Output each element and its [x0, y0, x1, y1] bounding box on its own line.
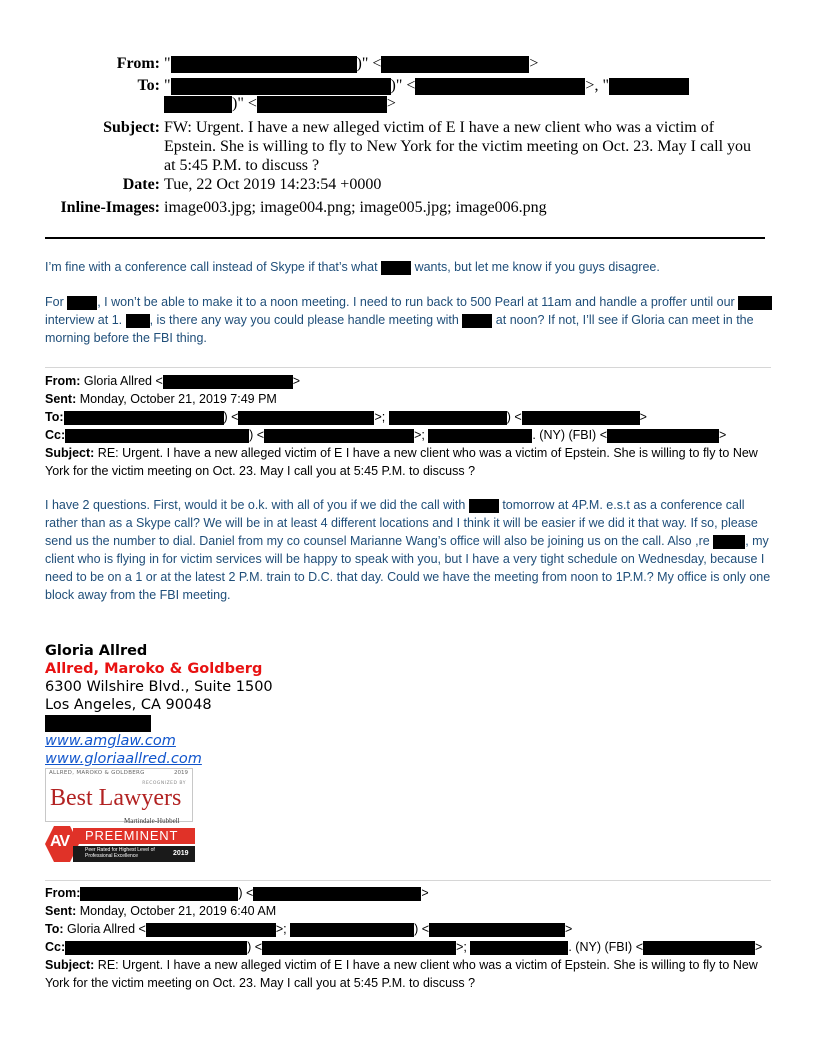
fwd3-to-label: To: — [45, 922, 64, 936]
header-divider — [45, 237, 765, 239]
redaction — [80, 887, 238, 901]
header-inline-images-label: Inline-Images: — [60, 199, 160, 216]
redaction — [126, 314, 150, 328]
redaction — [65, 941, 247, 955]
fwd3-subject-row — [45, 956, 773, 992]
fwd2-body-text: , my client who is flying in for victim services will be happy to speak with you, but I have a very tight schedule on Wednesday, because I need to be on a 1 or at the latest 2 P.M. train to D.C. that day. Could we have the meeting from noon to 1P.M.? My office is only one block away from the FBI meeting. — [45, 534, 771, 602]
reply-text: , is there any way you could please handle meeting with — [149, 313, 459, 327]
badge-firm: ALLRED, MAROKO & GOLDBERG — [49, 770, 145, 776]
reply-text: at noon? If not, I’ll see if Gloria can meet in the morning before the FBI thing. — [45, 313, 754, 345]
fwd3-cc-row: Cc: ) < >; . (NY) (FBI) < > — [45, 940, 763, 954]
martindale-label: Martindale-Hubbell — [124, 817, 180, 825]
redaction — [67, 296, 97, 310]
redaction — [264, 429, 414, 443]
redaction — [428, 429, 532, 443]
header-from-label: From: — [116, 55, 160, 72]
badge-year: 2019 — [174, 770, 188, 776]
fwd2-cc-label: Cc: — [45, 428, 66, 442]
redaction — [607, 429, 719, 443]
fwd2-subject: RE: Urgent. I have a new alleged victim of E I have a new client who was a victim of Epstein. She is willing to fly to New York for the victim meeting on Oct. 23. May I call you at 5:45 P.M. to discuss ? — [45, 446, 758, 478]
redaction — [45, 715, 151, 732]
forwarded-header-3 — [45, 884, 773, 992]
fwd2-body-text: I have 2 questions. First, would it be o.k. with all of you if we did the call with — [45, 498, 466, 512]
av-word: PREEMINENT — [85, 828, 179, 843]
redaction — [65, 429, 249, 443]
fwd3-to-row: To: Gloria Allred < >; ) < > — [45, 922, 573, 936]
header-to-value-2: )" < > — [164, 94, 764, 113]
reply-paragraph-1 — [45, 258, 773, 276]
header-date: Tue, 22 Oct 2019 14:23:54 +0000 — [164, 176, 382, 193]
header-from-value: " )" < > — [164, 55, 539, 72]
redaction — [262, 941, 456, 955]
av-subtext: Peer Rated for Highest Level of Professional Excellence — [85, 847, 155, 859]
fwd2-to-row: To: ) < >; ) < > — [45, 410, 647, 424]
redaction — [522, 411, 640, 425]
header-to-label: To: — [137, 77, 160, 94]
fwd2-from: Gloria Allred < — [83, 374, 163, 388]
fwd2-cc-fbi: . (NY) (FBI) < — [532, 428, 607, 442]
fwd2-from-label: From: — [45, 374, 81, 388]
best-lawyers-badge — [45, 768, 193, 822]
message-divider — [45, 880, 771, 881]
signature-link-gloriaallred[interactable]: www.gloriaallred.com — [45, 751, 202, 767]
redaction — [389, 411, 507, 425]
av-letters: AV — [50, 833, 70, 850]
signature-address-1: 6300 Wilshire Blvd., Suite 1500 — [45, 679, 273, 695]
redaction — [238, 411, 374, 425]
fwd2-body — [45, 496, 773, 604]
redaction — [257, 96, 387, 113]
signature-redacted-line — [45, 714, 273, 732]
forwarded-header-2 — [45, 372, 773, 480]
signature-name: Gloria Allred — [45, 643, 148, 659]
header-date-label: Date: — [122, 176, 160, 193]
fwd3-subject: RE: Urgent. I have a new alleged victim of E I have a new client who was a victim of Epstein. She is willing to fly to New York for the victim meeting on Oct. 23. May I call you at 5:45 P.M. to discuss ? — [45, 958, 758, 990]
redaction — [146, 923, 276, 937]
fwd3-from-row: From: ) < > — [45, 886, 429, 900]
message-divider — [45, 367, 771, 368]
signature-link-amglaw[interactable]: www.amglaw.com — [45, 733, 176, 749]
reply-text: , I won’t be able to make it to a noon meeting. I need to run back to 500 Pearl at 11am and handle a proffer until our — [97, 295, 735, 309]
redaction — [415, 78, 585, 95]
header-to-value: " )" < >, " — [164, 76, 764, 95]
header-subject: FW: Urgent. I have a new alleged victim of E I have a new client who was a victim of Epstein. She is willing to fly to New York for the victim meeting on Oct. 23. May I call you at 5:45 P.M. to discuss ? — [164, 119, 752, 174]
redaction — [171, 56, 357, 73]
fwd3-sent-row — [45, 902, 773, 920]
fwd2-subject-row — [45, 444, 773, 480]
redaction — [381, 56, 529, 73]
fwd2-to-label: To: — [45, 410, 64, 424]
header-subject-label: Subject: — [103, 119, 160, 136]
redaction — [738, 296, 772, 310]
signature-firm: Allred, Maroko & Goldberg — [45, 661, 263, 677]
header-inline-images: image003.jpg; image004.png; image005.jpg; image006.png — [164, 199, 547, 216]
redaction — [171, 78, 391, 95]
redaction — [429, 923, 565, 937]
fwd2-subject-label: Subject: — [45, 446, 95, 460]
fwd3-cc-fbi: . (NY) (FBI) < — [568, 940, 643, 954]
redaction — [64, 411, 224, 425]
badge-title: Best Lawyers — [50, 785, 182, 811]
fwd3-from-label: From: — [45, 886, 81, 900]
signature-address-2: Los Angeles, CA 90048 — [45, 697, 212, 713]
reply-text: interview at 1. — [45, 313, 123, 327]
redaction — [643, 941, 755, 955]
redaction — [253, 887, 421, 901]
redaction — [470, 941, 568, 955]
fwd3-sent-label: Sent: — [45, 904, 77, 918]
fwd2-body-text: tomorrow at 4P.M. e.s.t as a conference call rather than as a Skype call? We will be in at least 4 different locations and I think it will be easier if we did it that way. If so, please send us the number to dial. Daniel from my co counsel Marianne Wang’s office will also be joining us on the call. Also ,re — [45, 498, 758, 548]
reply-text: wants, but let me know if you guys disagree. — [414, 260, 660, 274]
fwd3-sent: Monday, October 21, 2019 6:40 AM — [79, 904, 277, 918]
fwd3-to: Gloria Allred < — [67, 922, 146, 936]
reply-paragraph-2 — [45, 293, 773, 347]
redaction — [713, 535, 745, 549]
redaction — [462, 314, 492, 328]
av-year: 2019 — [173, 850, 189, 857]
fwd2-sent-label: Sent: — [45, 392, 77, 406]
redaction — [381, 261, 411, 275]
redaction — [290, 923, 414, 937]
redaction — [469, 499, 499, 513]
fwd2-from-row: From: Gloria Allred < > — [45, 374, 301, 388]
reply-text: For — [45, 295, 64, 309]
av-preeminent-badge — [45, 826, 195, 862]
fwd3-cc-label: Cc: — [45, 940, 66, 954]
fwd2-sent: Monday, October 21, 2019 7:49 PM — [79, 392, 277, 406]
redaction — [163, 375, 293, 389]
redaction — [609, 78, 689, 95]
signature-block — [45, 642, 273, 768]
redaction — [164, 96, 232, 113]
fwd2-cc-row: Cc: ) < >; . (NY) (FBI) < > — [45, 428, 727, 442]
fwd3-subject-label: Subject: — [45, 958, 95, 972]
reply-text: I’m fine with a conference call instead of Skype if that’s what — [45, 260, 378, 274]
fwd2-sent-row — [45, 390, 773, 408]
badge-recognized: RECOGNIZED BY — [142, 781, 186, 786]
